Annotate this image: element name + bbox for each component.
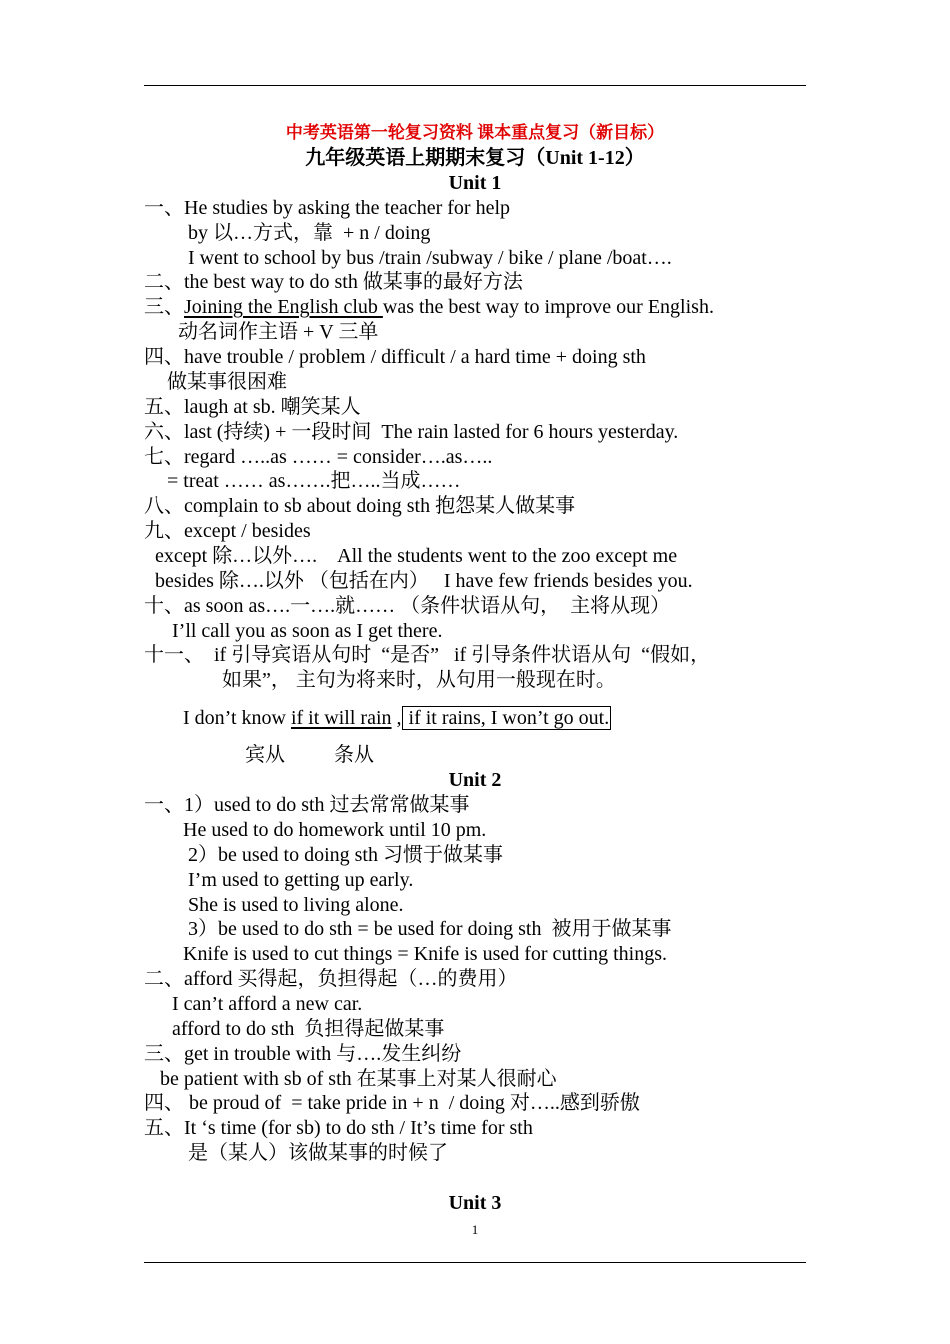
page-number: 1	[471, 1222, 479, 1237]
unit2-line: 四、 be proud of = take pride in + n / doing 对…..感到骄傲	[144, 1092, 640, 1114]
object-clause: if it will rain	[290, 707, 392, 729]
unit2-line: I’m used to getting up early.	[188, 869, 414, 891]
top-rule	[144, 85, 806, 86]
unit1-line: except 除…以外…. All the students went to the zoo except me	[155, 545, 678, 567]
unit1-line: 七、regard …..as …… = consider….as…..	[144, 446, 493, 468]
document-title: 九年级英语上期期末复习（Unit 1-12）	[305, 147, 645, 169]
conditional-clause-label: 条从	[334, 744, 374, 766]
unit1-line: I’ll call you as soon as I get there.	[172, 620, 443, 642]
unit2-line: 2）be used to doing sth 习惯于做某事	[188, 844, 503, 866]
unit1-line: 如果”， 主句为将来时，从句用一般现在时。	[222, 669, 616, 691]
unit1-line: 五、laugh at sb. 嘲笑某人	[144, 396, 361, 418]
unit2-heading: Unit 2	[448, 769, 502, 791]
unit1-line: 一、He studies by asking the teacher for help	[144, 197, 511, 219]
unit2-line: afford to do sth 负担得起做某事	[172, 1018, 445, 1040]
unit2-line: He used to do homework until 10 pm.	[183, 819, 487, 841]
unit1-line: 九、except / besides	[144, 520, 311, 542]
unit2-line: 是（某人）该做某事的时候了	[188, 1142, 448, 1164]
unit1-line: 六、last (持续) + 一段时间 The rain lasted for 6 hours yesterday.	[144, 421, 679, 443]
unit1-line: 动名词作主语 + V 三单	[178, 321, 379, 343]
bottom-rule	[144, 1262, 806, 1263]
unit1-line: = treat …… as…….把…..当成……	[167, 470, 461, 492]
unit2-line: 五、It ‘s time (for sb) to do sth / It’s time for sth	[144, 1117, 533, 1139]
unit1-line: besides 除….以外 （包括在内） I have few friends besides you.	[155, 570, 693, 592]
unit1-line: 四、have trouble / problem / difficult / a hard time + doing sth	[144, 346, 646, 368]
unit2-line: 一、1）used to do sth 过去常常做某事	[144, 794, 470, 816]
unit1-line: I went to school by bus /train /subway / bike / plane /boat….	[188, 247, 672, 269]
unit2-line: Knife is used to cut things = Knife is used for cutting things.	[183, 943, 668, 965]
unit2-line: 3）be used to do sth = be used for doing sth 被用于做某事	[188, 918, 672, 940]
unit1-line: 十、as soon as….一….就…… （条件状语从句， 主将从现）	[144, 595, 671, 617]
unit2-line: be patient with sb of sth 在某事上对某人很耐心	[160, 1068, 557, 1090]
unit2-line: 三、get in trouble with 与….发生纠纷	[144, 1043, 462, 1065]
unit1-heading: Unit 1	[448, 172, 502, 194]
unit2-line: 二、afford 买得起，负担得起（…的费用）	[144, 968, 518, 990]
unit1-line: 八、complain to sb about doing sth 抱怨某人做某事	[144, 495, 576, 517]
example-prefix: I don’t know	[183, 707, 291, 729]
object-clause-label: 宾从	[245, 744, 285, 766]
unit2-line: I can’t afford a new car.	[172, 993, 363, 1015]
unit1-line: by 以…方式，靠 + n / doing	[188, 222, 431, 244]
example-separator: ,	[391, 707, 402, 729]
header-title: 中考英语第一轮复习资料 课本重点复习（新目标）	[285, 123, 665, 142]
unit1-line: 做某事很困难	[167, 371, 287, 393]
unit1-example	[183, 706, 611, 730]
unit1-line: 十一、 if 引导宾语从句时 “是否” if 引导条件状语从句 “假如，	[144, 644, 711, 666]
underlined-phrase: Joining the English club	[184, 296, 383, 318]
unit2-line: She is used to living alone.	[188, 894, 404, 916]
unit1-line: 二、the best way to do sth 做某事的最好方法	[144, 271, 523, 293]
conditional-clause-box: if it rains, I won’t go out.	[403, 707, 610, 729]
unit1-line	[144, 295, 714, 319]
unit3-heading: Unit 3	[448, 1192, 502, 1214]
line-prefix: 三、	[144, 296, 184, 318]
line-rest: was the best way to improve our English.	[382, 296, 714, 318]
